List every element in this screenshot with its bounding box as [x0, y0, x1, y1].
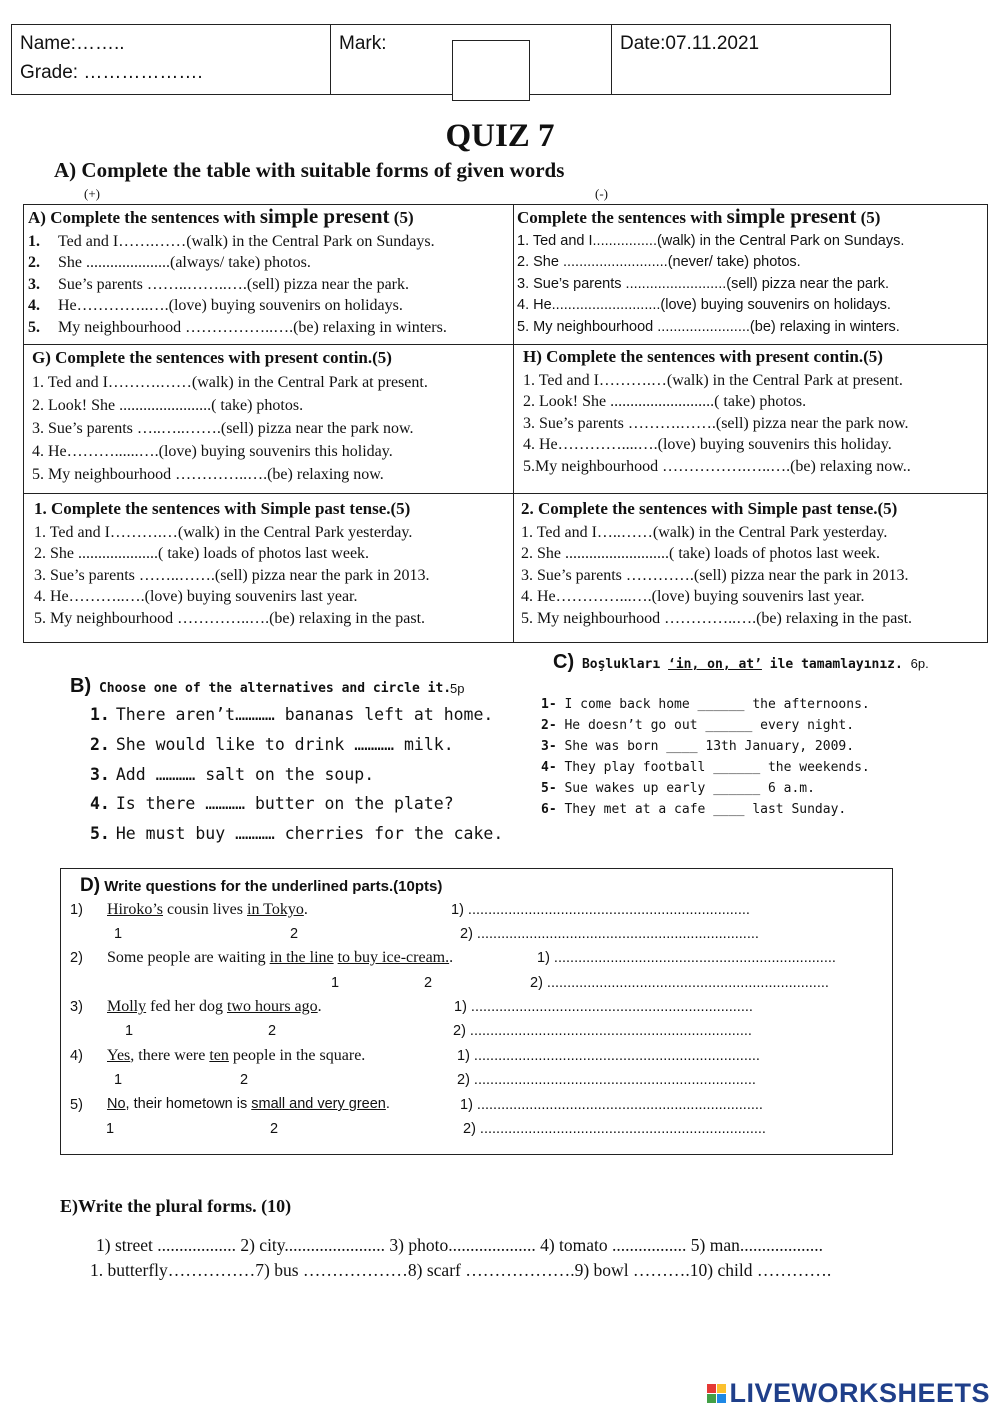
- logo-square-yellow: [717, 1384, 726, 1393]
- q2-sentence: Some people are waiting in the line to buy ice-cream..: [107, 949, 454, 966]
- grid-divider-vertical: [513, 205, 514, 642]
- list-item: 3. Sue’s parents ……..…….(sell) pizza near the park in 2013.: [34, 566, 430, 584]
- q4-mark-2: 2: [240, 1072, 249, 1088]
- list-item: 5. My neighbourhood …………..….(be) relaxing in the past.: [521, 609, 913, 627]
- list-item: 3. Sue’s parents ……….…….(sell) pizza near the park now.: [523, 414, 909, 432]
- q1-sentence: Hiroko’s cousin lives in Tokyo.: [107, 901, 308, 918]
- minus-sign: (-): [595, 186, 608, 201]
- q4-number: 4): [70, 1048, 83, 1064]
- list-item: 2. She ..........................( take) loads of photos last week.: [521, 545, 881, 562]
- list-item: 4. He…………..….(love) buying souvenirs on holidays.: [28, 297, 403, 314]
- q1-number: 1): [70, 902, 83, 918]
- list-item: 5. My neighbourhood …………..….(be) relaxing in the past.: [34, 609, 426, 627]
- list-item: 3. Sue’s parents ……..……..….(sell) pizza near the park.: [28, 275, 410, 293]
- logo-square-red: [707, 1384, 716, 1393]
- list-item: 5. My neighbourhood ……………..….(be) relaxing in winters.: [28, 318, 447, 336]
- q3-number: 3): [70, 999, 83, 1015]
- list-item: 2. She ....................( take) loads of photos last week.: [34, 545, 370, 562]
- section-a-heading: A) Complete the table with suitable forms of given words: [54, 158, 565, 182]
- cell-simple-present-positive: [28, 206, 447, 338]
- exercise-grid: [23, 204, 988, 643]
- logo-icon: [707, 1384, 726, 1403]
- q4-mark-1: 1: [114, 1072, 123, 1088]
- list-item: 2- He doesn’t go out ______ every night.: [541, 718, 855, 733]
- logo-square-green: [707, 1394, 716, 1403]
- list-item: 1. Ted and I……….…(walk) in the Central Park yesterday.: [34, 523, 413, 541]
- q2-answer-1[interactable]: 1) ......................................................................: [537, 950, 836, 966]
- q4-sentence: Yes, there were ten people in the square.: [107, 1047, 366, 1064]
- list-item: 3. Sue’s parents ………….(sell) pizza near the park in 2013.: [521, 566, 909, 584]
- list-item: 3- She was born ____ 13th January, 2009.: [541, 739, 855, 754]
- list-item: 5. My neighbourhood .......................(be) relaxing in winters.: [517, 318, 900, 335]
- q5-answer-1[interactable]: 1) .......................................................................: [460, 1097, 763, 1113]
- q5-sentence: No, their hometown is small and very green.: [107, 1096, 390, 1112]
- list-item: 2. She .....................(always/ take) photos.: [28, 254, 311, 271]
- q5-mark-2: 2: [270, 1121, 279, 1137]
- cell-present-continuous-positive: [32, 346, 428, 486]
- list-item: 4- They play football ______ the weekends.: [541, 760, 870, 775]
- cell-heading: G) Complete the sentences with present contin.(5): [32, 348, 392, 367]
- list-item: 5.My neighbourhood …………….…..….(be) relaxing now..: [523, 457, 911, 475]
- date-cell: [612, 25, 890, 94]
- cell-heading: Complete the sentences with simple present (5): [517, 204, 881, 228]
- q3-answer-2[interactable]: 2) ......................................................................: [453, 1023, 752, 1039]
- grade-label: Grade: ……………….: [20, 62, 203, 83]
- q2-number: 2): [70, 950, 83, 966]
- grid-divider-2: [24, 493, 987, 494]
- q1-answer-2[interactable]: 2) ......................................................................: [460, 926, 759, 942]
- logo-square-blue: [717, 1394, 726, 1403]
- cell-simple-present-negative: [517, 206, 904, 338]
- cell-heading: 2. Complete the sentences with Simple past tense.(5): [521, 499, 898, 518]
- list-item: 3. Add ………… salt on the soup.: [90, 765, 375, 784]
- header-table: [11, 24, 891, 95]
- cell-simple-past-2: [521, 498, 912, 629]
- list-item: 5. He must buy ………… cherries for the cake.: [90, 824, 504, 843]
- list-item: 2. Look! She .......................( take) photos.: [32, 397, 304, 414]
- logo-text: LIVEWORKSHEETS: [729, 1378, 990, 1408]
- q3-mark-2: 2: [268, 1023, 277, 1039]
- cell-simple-past-1: [34, 498, 429, 629]
- list-item: 3. Sue’s parents …..…..…….(sell) pizza near the park now.: [32, 420, 414, 437]
- section-b-points: 5p: [450, 681, 465, 696]
- q3-sentence: Molly fed her dog two hours ago.: [107, 998, 322, 1015]
- list-item: 4. He...........................(love) buying souvenirs on holidays.: [517, 297, 891, 313]
- q5-answer-2[interactable]: 2) .......................................................................: [463, 1121, 766, 1137]
- q1-answer-1[interactable]: 1) ......................................................................: [451, 902, 750, 918]
- q4-answer-2[interactable]: 2) ......................................................................: [457, 1072, 756, 1088]
- list-item: 5- Sue wakes up early ______ 6 a.m.: [541, 781, 815, 796]
- cell-heading: H) Complete the sentences with present contin.(5): [523, 347, 883, 366]
- section-d-heading: D) Write questions for the underlined parts.(10pts): [80, 875, 443, 896]
- list-item: 4. Is there ………… butter on the plate?: [90, 794, 454, 813]
- list-item: 1. Ted and I……….…(walk) in the Central Park at present.: [523, 371, 903, 389]
- section-e-heading: E)Write the plural forms. (10): [60, 1196, 292, 1216]
- list-item: 5. My neighbourhood …………..….(be) relaxing now.: [32, 466, 384, 483]
- q3-mark-1: 1: [125, 1023, 134, 1039]
- q2-answer-2[interactable]: 2) ......................................................................: [530, 975, 829, 991]
- list-item: 1. Ted and I……….……(walk) in the Central Park at present.: [32, 374, 428, 391]
- list-item: 4. He…………...….(love) buying souvenirs last year.: [521, 588, 865, 605]
- list-item: 4. He………......….(love) buying souvenirs this holiday.: [32, 443, 393, 460]
- cell-heading: 1. Complete the sentences with Simple past tense.(5): [34, 499, 411, 518]
- quiz-title: QUIZ 7: [445, 118, 555, 154]
- q1-mark-1: 1: [114, 926, 123, 942]
- name-label: Name:……..: [20, 33, 125, 54]
- list-item: 4. He………..….(love) buying souvenirs last year.: [34, 588, 358, 605]
- cell-heading: A) Complete the sentences with simple present (5): [28, 204, 414, 228]
- date-label: Date:07.11.2021: [620, 33, 760, 54]
- q2-mark-1: 1: [331, 975, 340, 991]
- q2-mark-2: 2: [424, 975, 433, 991]
- section-b-heading: B) Choose one of the alternatives and circle it.: [70, 675, 452, 697]
- q4-answer-1[interactable]: 1) .......................................................................: [457, 1048, 760, 1064]
- liveworksheets-logo: [707, 1378, 990, 1409]
- grid-divider-1: [24, 344, 987, 345]
- plus-sign: (+): [84, 186, 100, 201]
- mark-box[interactable]: [452, 40, 530, 101]
- mark-label: Mark:: [339, 33, 387, 54]
- section-c-heading: C) Boşlukları ‘in, on, at’ ile tamamlayınız. 6p.: [553, 651, 929, 673]
- list-item: 2. She ..........................(never/ take) photos.: [517, 254, 801, 270]
- plural-line-2: 1. butterfly……………7) bus ………………8) scarf ……………….9) bowl ……….10) child ………….: [90, 1260, 832, 1280]
- cell-present-continuous-negative: [523, 346, 911, 477]
- list-item: 1. Ted and I…….……(walk) in the Central Park on Sundays.: [28, 232, 435, 250]
- list-item: 1. Ted and I................(walk) in the Central Park on Sundays.: [517, 232, 905, 249]
- list-item: 1. Ted and I…..……(walk) in the Central Park yesterday.: [521, 523, 888, 541]
- q5-mark-1: 1: [106, 1121, 115, 1137]
- q1-mark-2: 2: [290, 926, 299, 942]
- list-item: 4. He…………....….(love) buying souvenirs this holiday.: [523, 436, 892, 453]
- list-item: 3. Sue’s parents .........................(sell) pizza near the park.: [517, 275, 890, 292]
- list-item: 6- They met at a cafe ____ last Sunday.: [541, 802, 847, 817]
- name-grade-cell: [12, 25, 331, 94]
- list-item: 2. Look! She ..........................( take) photos.: [523, 393, 807, 410]
- q3-answer-1[interactable]: 1) ......................................................................: [454, 999, 753, 1015]
- list-item: 2. She would like to drink ………… milk.: [90, 735, 454, 754]
- list-item: 1- I come back home ______ the afternoons.: [541, 697, 870, 712]
- list-item: 1. There aren’t………… bananas left at home.: [90, 705, 494, 724]
- q5-number: 5): [70, 1097, 83, 1113]
- plural-line-1: 1) street .................. 2) city....................... 3) photo.................... 4) tomato ................. 5) man...................: [96, 1235, 823, 1255]
